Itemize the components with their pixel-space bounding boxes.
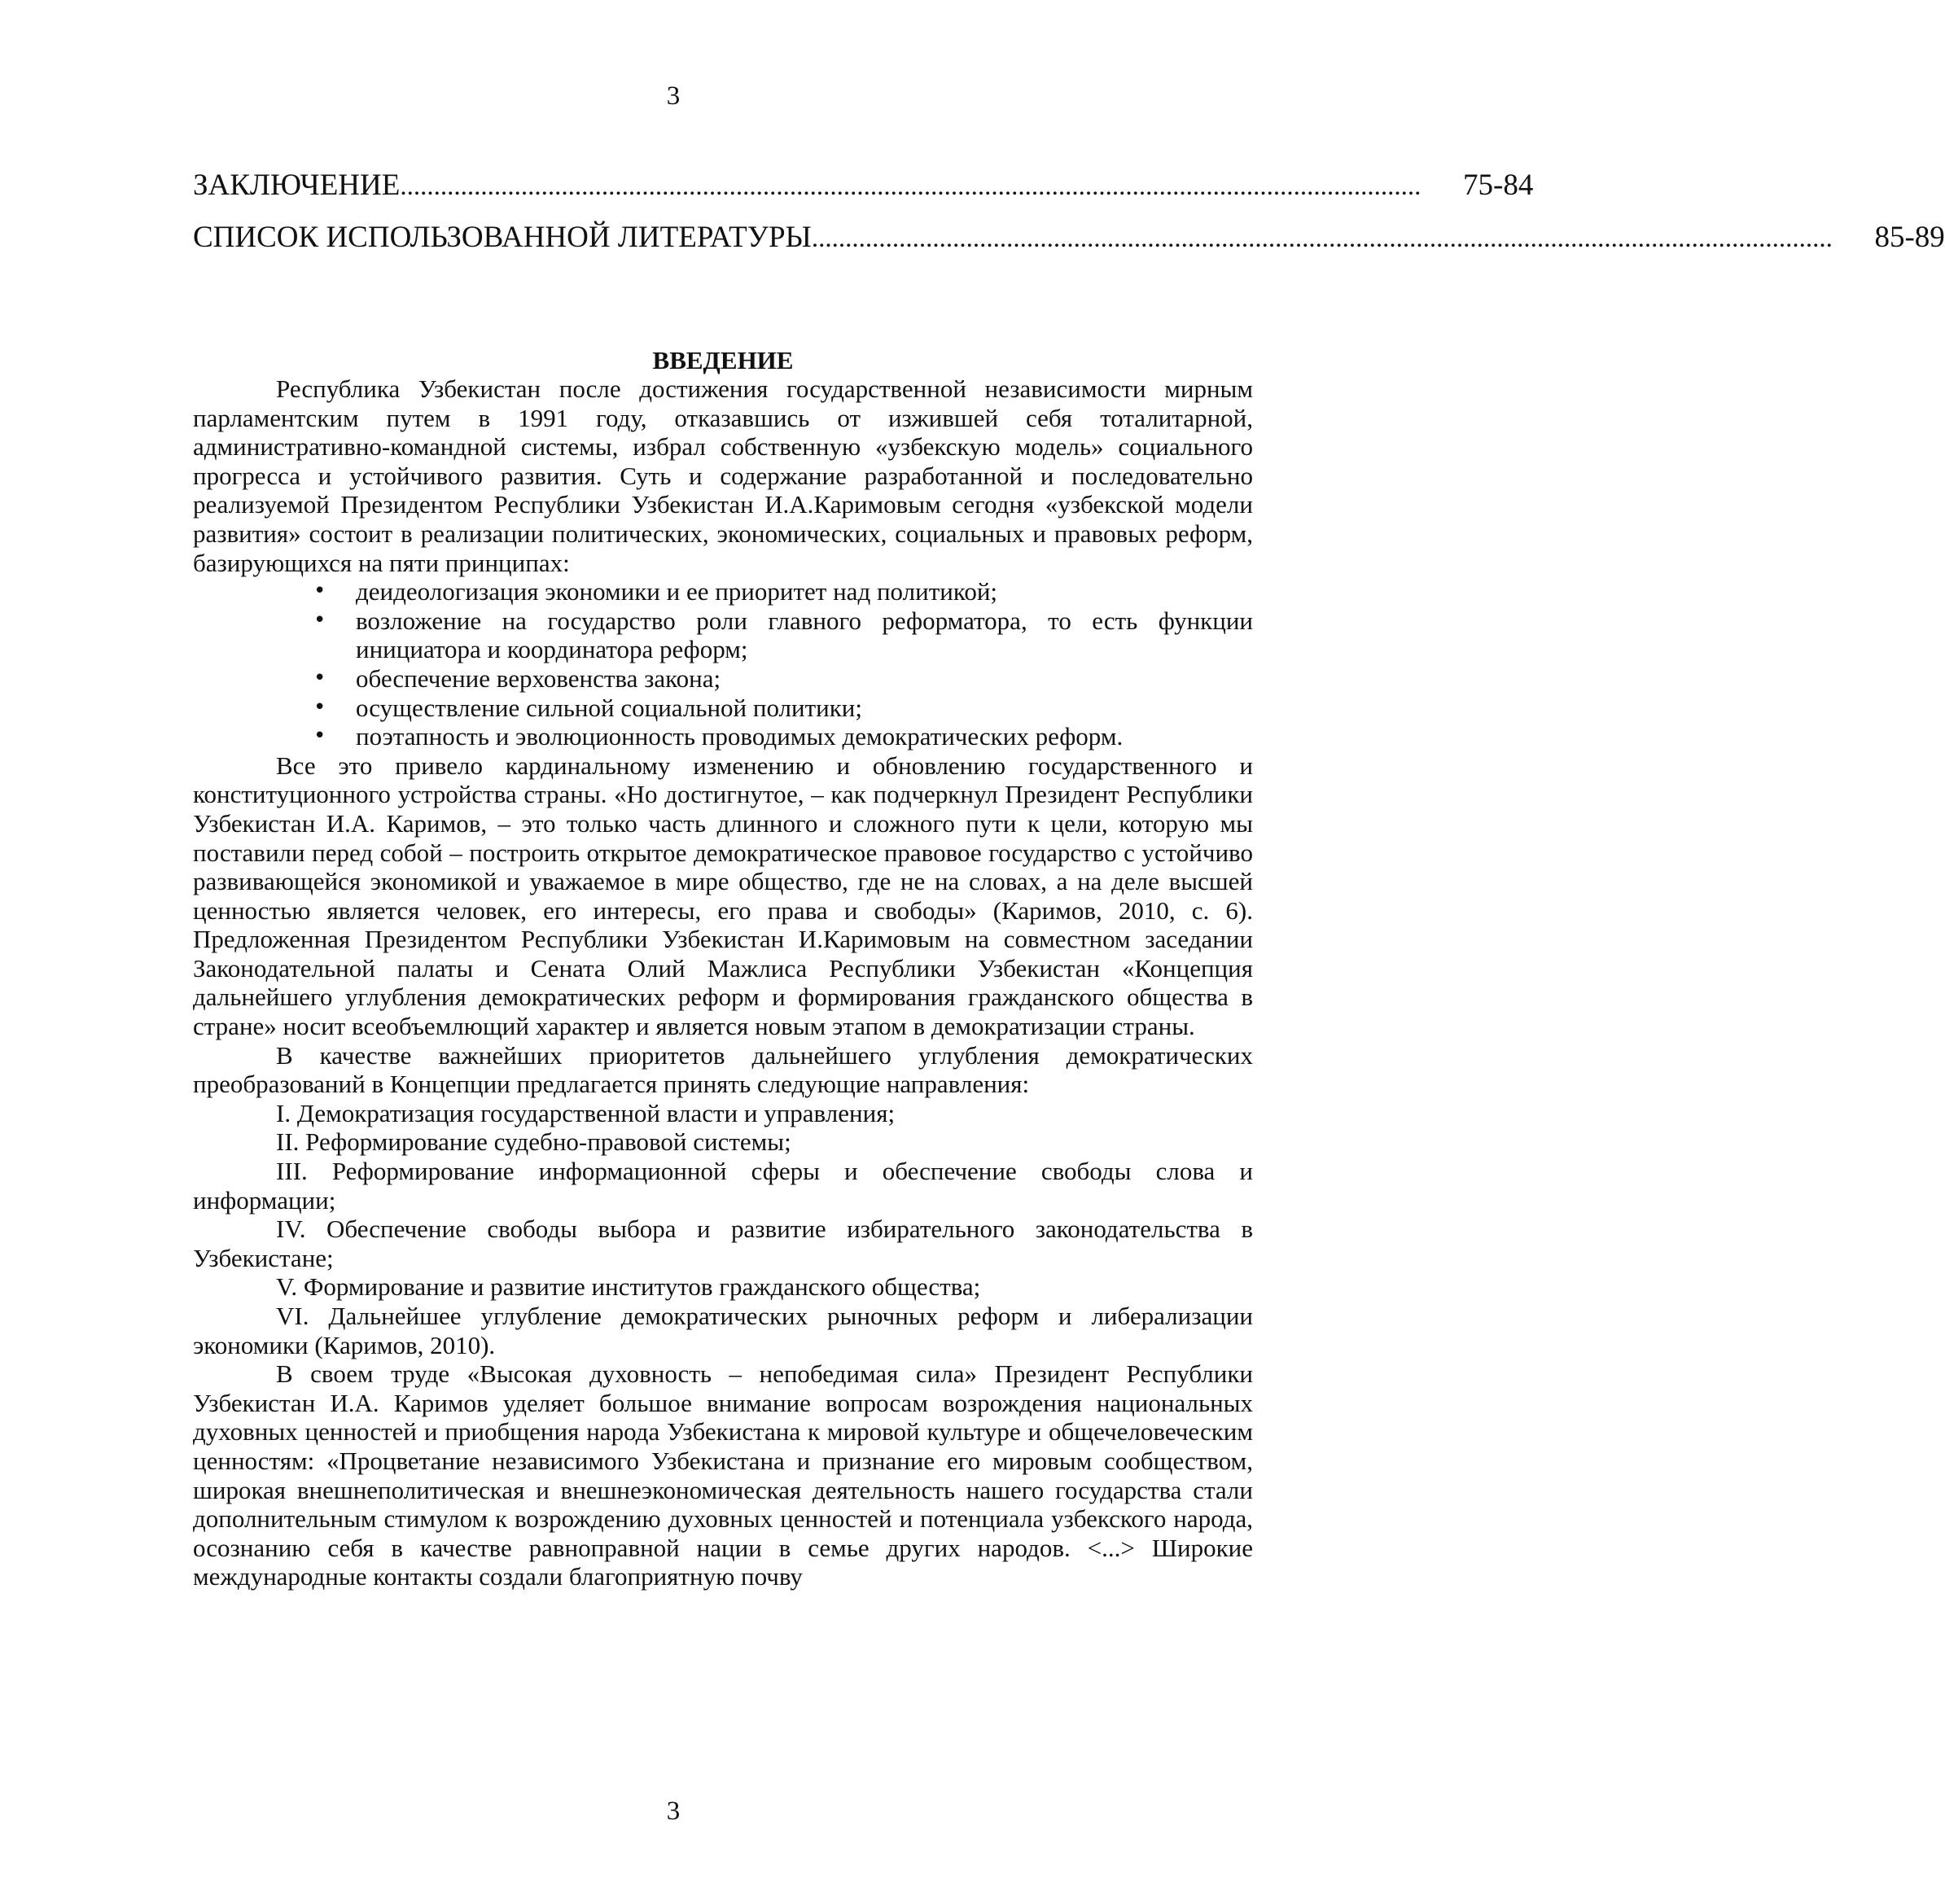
list-item: • возложение на государство роли главного реформатора, то есть функции инициатора и координатора реформ; (356, 606, 1253, 664)
paragraph-reforms: Все это привело кардинальному изменению и обновлению государственного и конституционного устройства страны. «Но достигнутое, – как подчеркнул Президент Республики Узбекистан И.А. Каримов, – это только часть длинного и сложного пути к цели, которую мы поставили перед собой – построить открытое демократическое правовое государство с устойчиво развивающейся экономикой и уважаемое в мире общество, где не на словах, а на деле высшей ценностью является человек, его интересы, его права и свободы» (Каримов, 2010, с. 6). Предложенная Президентом Республики Узбекистан И.Каримовым на совместном заседании Законодательной палаты и Сената Олий Мажлиса Республики Узбекистан «Концепция дальнейшего углубления демократических реформ и формирования гражданского общества в стране» носит всеобъемлющий характер и является новым этапом в демократизации страны. (193, 751, 1253, 1041)
toc-leader-dots: ........................................................................................................................................................ (811, 224, 1833, 253)
toc-entry-label: ЗАКЛЮЧЕНИЕ (193, 169, 401, 202)
direction-item: IV. Обеспечение свободы выбора и развитие избирательного законодательства в Узбекистане; (193, 1215, 1253, 1272)
toc-entry-conclusion (193, 160, 1534, 212)
list-item: • поэтапность и эволюционность проводимых демократических реформ. (356, 722, 1253, 751)
paragraph-priorities: В качестве важнейших приоритетов дальнейшего углубления демократических преобразований в Концепции предлагается принять следующие направления: (193, 1040, 1253, 1099)
page-number-top: 3 (666, 81, 681, 111)
toc-entry-references (193, 212, 1945, 264)
direction-item: I. Демократизация государственной власти и управления; (276, 1098, 896, 1127)
toc-leader-dots: ........................................................................................................................................................ (400, 172, 1422, 201)
list-item: • обеспечение верховенства закона; (356, 664, 1253, 694)
table-of-contents (193, 160, 1945, 264)
body-text (193, 374, 1253, 1591)
direction-item: III. Реформирование информационной сферы и обеспечение свободы слова и информации; (193, 1157, 1253, 1215)
list-item: • деидеологизация экономики и ее приоритет над политикой; (356, 577, 1253, 606)
direction-item: VI. Дальнейшее углубление демократических рыночных реформ и либерализации экономики (Каримов, 2010). (193, 1302, 1253, 1359)
intro-paragraph: Республика Узбекистан после достижения государственной независимости мирным парламентским путем в 1991 году, отказавшись от изжившей себя тоталитарной, административно-командной системы, избрал собственную «узбекскую модель» социального прогресса и устойчивого развития. Суть и содержание разработанной и последовательно реализуемой Президентом Республики Узбекистан И.А.Каримовым сегодня «узбекской модели развития» состоит в реализации политических, экономических, социальных и правовых реформ, базирующихся на пяти принципах: (193, 374, 1253, 577)
direction-item: II. Реформирование судебно-правовой системы; (276, 1127, 791, 1157)
toc-entry-pages: 75-84 (1463, 169, 1534, 202)
section-heading: ВВЕДЕНИЕ (652, 346, 794, 374)
page-number-bottom: 3 (666, 1797, 681, 1826)
paragraph-spirituality: В своем труде «Высокая духовность – непобедимая сила» Президент Республики Узбекистан И.А. Каримов уделяет большое внимание вопросам возрождения национальных духовных ценностей и приобщения народа Узбекистана к мировой культуре и общечеловеческим ценностям: «Процветание независимого Узбекистана и признание его мировым сообществом, широкая внешнеполитическая и внешнеэкономическая деятельность нашего государства стали дополнительным стимулом к возрождению духовных ценностей и потенциала узбекского народа, осознанию себя в качестве равноправной нации в семье других народов. <...> Широкие международные контакты создали благоприятную почву (193, 1359, 1253, 1591)
principles-list (193, 577, 1253, 751)
list-item: • осуществление сильной социальной политики; (356, 694, 1253, 723)
direction-item: V. Формирование и развитие институтов гражданского общества; (276, 1272, 981, 1302)
toc-entry-pages: 85-89 (1874, 221, 1945, 254)
toc-entry-label: СПИСОК ИСПОЛЬЗОВАННОЙ ЛИТЕРАТУРЫ (193, 221, 812, 254)
